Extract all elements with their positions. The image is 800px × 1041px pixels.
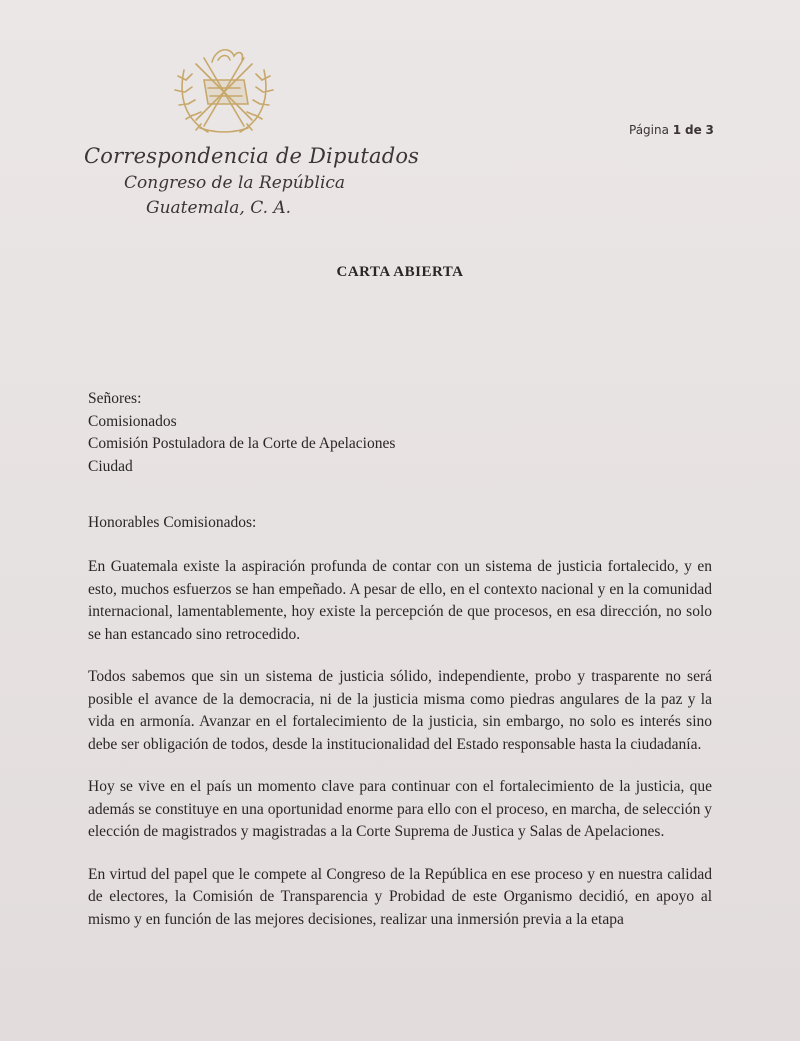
address-line: Señores: [88,390,142,407]
letterhead-line: Guatemala, C. A. [146,198,292,218]
letterhead-line: Congreso de la República [124,173,346,193]
coat-of-arms-icon [168,40,280,140]
letterhead [84,146,419,217]
body-paragraph: Hoy se vive en el país un momento clave para continuar con el fortalecimiento de la justicia, que además se constituye en una oportunidad enorme para ello con el proceso, en marcha, de selección y elección de magistrados y magistradas a la Corte Suprema de Justica y Salas de Apelaciones. [88,778,712,840]
address-line: Comisionados [88,412,177,430]
page-number: Página 1 de 3 [629,123,714,137]
address-line: Comisión Postuladora de la Corte de Apelaciones [88,435,396,452]
address-line: Ciudad [88,457,133,475]
body-paragraph: En virtud del papel que le compete al Congreso de la República en ese proceso y en nuestra calidad de electores, la Comisión de Transparencia y Probidad de este Organismo decidió, en apoyo al mismo y en función de las mejores decisiones, realizar una inmersión previa a la etapa [88,865,712,928]
document-title: CARTA ABIERTA [336,264,464,280]
letterhead-line: Correspondencia de Diputados [84,144,420,168]
body-paragraph: Todos sabemos que sin un sistema de justicia sólido, independiente, probo y trasparente no será posible el avance de la democracia, ni de la justicia misma como piedras angulares de la paz y la vida en armonía. Avanzar en el fortalecimiento de la justicia, sin embargo, no solo es interés sino debe ser obligación de todos, desde la institucionalidad del Estado responsable hasta la ciudadanía. [88,668,712,753]
body-paragraph: En Guatemala existe la aspiración profunda de contar con un sistema de justicia fortalecido, y en esto, muchos esfuerzos se han empeñado. A pesar de ello, en el contexto nacional y en la comunidad internacional, lamentablemente, hoy existe la percepción de que procesos, en esa dirección, no solo se han estancado sino retrocedido. [88,558,712,643]
salutation: Honorables Comisionados: [88,514,257,531]
recipient-address [88,388,395,478]
letter-body [88,556,712,951]
